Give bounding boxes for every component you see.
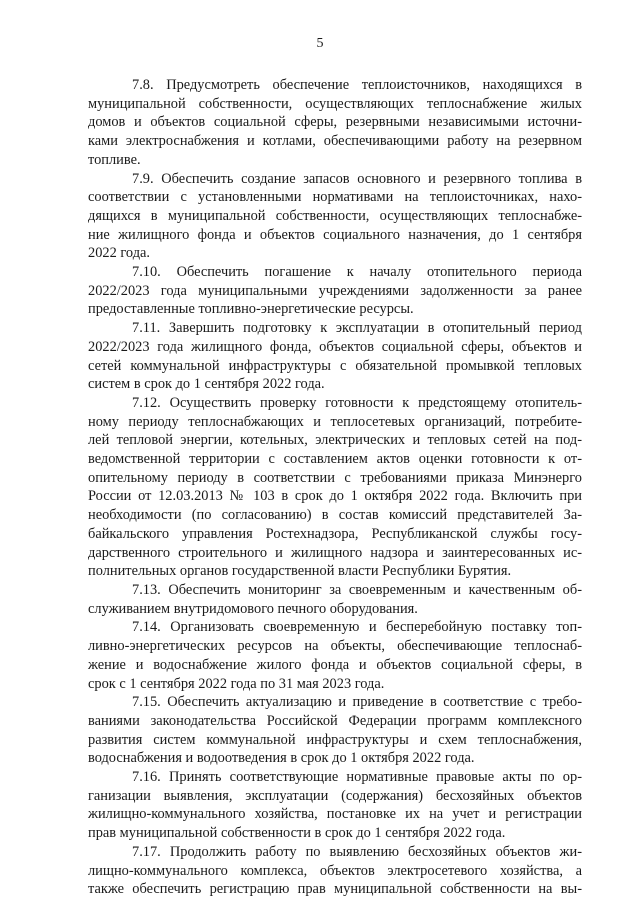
paragraph-line: ками электроснабжения и котлами, обеспечивающими работу на резервном bbox=[88, 133, 582, 150]
paragraph-line: муниципальной собственности, осуществляющих теплоснабжение жилых bbox=[88, 95, 582, 112]
paragraph-line: 7.14. Организовать своевременную и бесперебойную поставку топ- bbox=[132, 619, 582, 636]
paragraph-line: необходимости (по согласованию) в состав комиссий представителей За- bbox=[88, 507, 582, 524]
paragraph-line: предоставленные топливно-энергетические ресурсы. bbox=[88, 301, 414, 318]
paragraph-line: 2022 года. bbox=[88, 245, 151, 262]
document-body bbox=[88, 76, 582, 899]
paragraph-line: России от 12.03.2013 № 103 в срок до 1 октября 2022 года. Включить при bbox=[88, 488, 582, 505]
paragraph bbox=[88, 618, 582, 693]
paragraph-line: соответствии с установленными нормативами на теплоисточниках, нахо- bbox=[88, 189, 582, 206]
paragraph-line: ливно-энергетических ресурсов на объекты, обеспечивающие теплоснаб- bbox=[88, 638, 582, 655]
paragraph-line: 7.11. Завершить подготовку к эксплуатации в отопительный период bbox=[132, 320, 582, 337]
page-number: 5 bbox=[316, 36, 324, 51]
paragraph-line: топливе. bbox=[88, 151, 141, 168]
paragraph-line: 7.16. Принять соответствующие нормативные правовые акты по ор- bbox=[132, 769, 582, 786]
paragraph-line: прав муниципальной собственности в срок до 1 сентября 2022 года. bbox=[88, 825, 506, 842]
paragraph-line: лищно-коммунального комплекса, объектов электросетевого хозяйства, а bbox=[88, 862, 582, 879]
paragraph-line: служиванием внутридомового печного оборудования. bbox=[88, 600, 418, 617]
paragraph bbox=[88, 581, 582, 618]
paragraph-line: 7.12. Осуществить проверку готовности к предстоящему отопитель- bbox=[132, 394, 582, 411]
paragraph-line: ваниями законодательства Российской Федерации программ комплексного bbox=[88, 712, 582, 729]
paragraph-line: развития систем коммунальной инфраструктуры и схем теплоснабжения, bbox=[88, 731, 582, 748]
paragraph-line: ганизации выявления, эксплуатации (содержания) бесхозяйных объектов bbox=[88, 787, 582, 804]
paragraph-line: срок с 1 сентября 2022 года по 31 мая 2023 года. bbox=[88, 675, 385, 692]
paragraph-line: 2022/2023 года муниципальными учреждениями задолженности за ранее bbox=[88, 282, 582, 299]
paragraph-line: 2022/2023 года жилищного фонда, объектов социальной сферы, объектов и bbox=[88, 338, 582, 355]
paragraph bbox=[88, 394, 582, 581]
paragraph bbox=[88, 170, 582, 264]
paragraph-line: опительному периоду в соответствии с требованиями приказа Минэнерго bbox=[88, 469, 582, 486]
paragraph-line: 7.15. Обеспечить актуализацию и приведение в соответствие с требо- bbox=[132, 694, 582, 711]
paragraph bbox=[88, 768, 582, 843]
paragraph-line: ному периоду теплоснабжающих и теплосетевых организаций, потребите- bbox=[88, 413, 582, 430]
paragraph-line: 7.17. Продолжить работу по выявлению бесхозяйных объектов жи- bbox=[132, 843, 582, 860]
paragraph-line: 7.13. Обеспечить мониторинг за своевременным и качественным об- bbox=[132, 581, 582, 598]
paragraph-line: дящихся в муниципальной собственности, осуществляющих теплоснабже- bbox=[88, 207, 582, 224]
paragraph-line: ведомственной территории с составлением актов оценки готовности к от- bbox=[88, 451, 582, 468]
paragraph-line: 7.8. Предусмотреть обеспечение теплоисточников, находящихся в bbox=[132, 77, 582, 93]
paragraph-line: дарственного строительного и жилищного надзора и заинтересованных ис- bbox=[88, 544, 582, 561]
paragraph-line: 7.9. Обеспечить создание запасов основного и резервного топлива в bbox=[132, 170, 582, 187]
paragraph-line: систем в срок до 1 сентября 2022 года. bbox=[88, 376, 325, 393]
paragraph bbox=[88, 76, 582, 170]
paragraph-line: лей тепловой энергии, котельных, электрических и тепловых сетей на под- bbox=[88, 432, 582, 449]
paragraph bbox=[88, 319, 582, 394]
paragraph-line: водоснабжения и водоотведения в срок до 1 октября 2022 года. bbox=[88, 750, 475, 767]
paragraph-line: жение и водоснабжение жилого фонда и объектов социальной сферы, в bbox=[88, 656, 582, 673]
paragraph-line: полнительных органов государственной власти Республики Бурятия. bbox=[88, 563, 512, 580]
paragraph bbox=[88, 843, 582, 899]
paragraph-line: жилищно-коммунального хозяйства, постановке их на учет и регистрации bbox=[88, 806, 582, 823]
paragraph bbox=[88, 693, 582, 768]
paragraph-line: домов и объектов социальной сферы, резервными независимыми источни- bbox=[88, 114, 582, 131]
paragraph-line: байкальского управления Ростехнадзора, Республиканской службы госу- bbox=[88, 525, 582, 542]
paragraph-line: 7.10. Обеспечить погашение к началу отопительного периода bbox=[132, 264, 582, 281]
paragraph bbox=[88, 263, 582, 319]
paragraph-line: ние жилищного фонда и объектов социального назначения, до 1 сентября bbox=[88, 226, 582, 243]
paragraph-line: также обеспечить регистрацию прав муниципальной собственности на вы- bbox=[88, 881, 582, 898]
paragraph-line: сетей коммунальной инфраструктуры с обязательной промывкой тепловых bbox=[88, 357, 582, 374]
